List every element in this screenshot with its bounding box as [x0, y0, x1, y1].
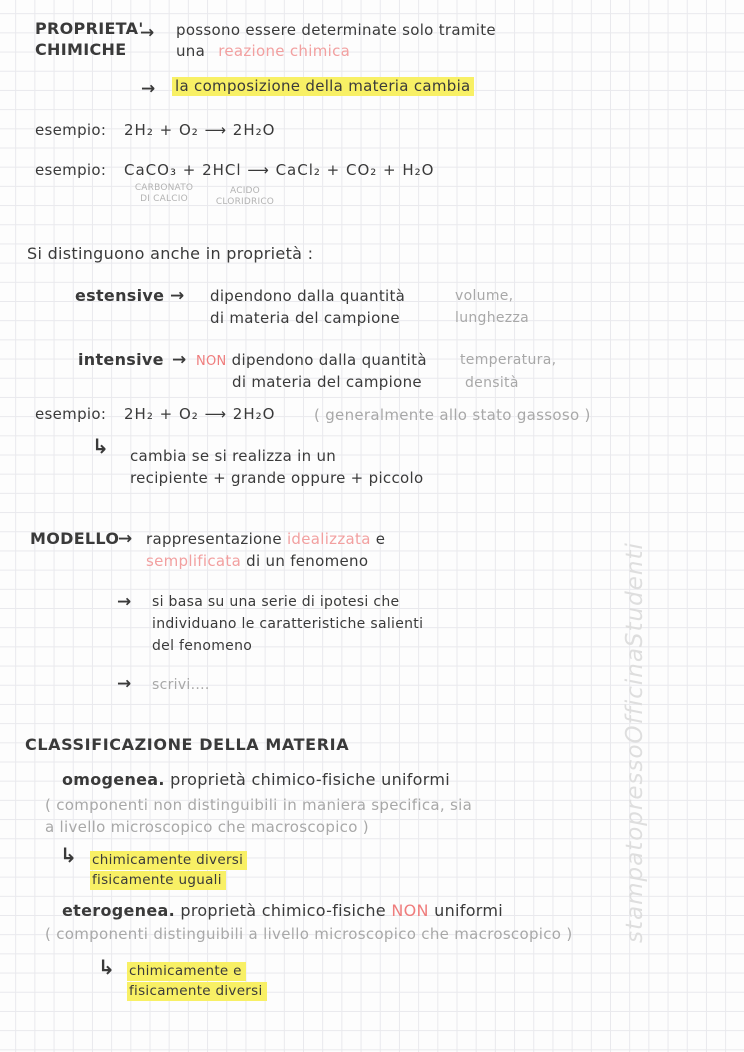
eterogenea-highlight	[127, 961, 267, 1001]
modello-line2-black: di un fenomeno	[246, 552, 369, 570]
example2-note-acido	[205, 186, 285, 208]
modello-hypothesis-line1: si basa su una serie di ipotesi che	[152, 594, 400, 610]
eterogenea-note: ( componenti distinguibili a livello microscopico che macroscopico )	[45, 925, 573, 943]
example2-formula: CaCO₃ + 2HCl ⟶ CaCl₂ + CO₂ + H₂O	[124, 161, 435, 179]
modello-line1-pink: idealizzata	[286, 530, 371, 548]
eterogenea-line	[62, 901, 503, 920]
note-line: CARBONATO	[134, 183, 194, 193]
modello-line1	[146, 530, 385, 548]
hook-arrow-icon: ↳	[92, 434, 110, 458]
intensive-label: intensive	[78, 350, 164, 369]
heading-chimiche: CHIMICHE	[35, 40, 127, 59]
example3-label: esempio:	[35, 405, 107, 423]
highlighted-text: fisicamente diversi	[127, 982, 267, 1001]
estensive-line1: dipendono dalla quantità	[210, 287, 406, 305]
non-emphasis: NON	[391, 901, 429, 920]
chem-props-line2-pink: reazione chimica	[218, 42, 351, 60]
example1-label: esempio:	[35, 121, 107, 139]
eterogenea-def-post: uniformi	[434, 901, 504, 920]
omogenea-note1: ( componenti non distinguibili in maniera specifica, sia	[45, 796, 473, 814]
example2-note-carbonato	[122, 183, 206, 205]
cambia-line2: recipiente + grande oppure + piccolo	[130, 469, 424, 487]
highlighted-text: la composizione della materia cambia	[172, 77, 474, 96]
heading-classificazione: CLASSIFICAZIONE DELLA MATERIA	[25, 735, 350, 754]
intensive-line2: di materia del campione	[232, 373, 422, 391]
intensive-note2: densità	[465, 375, 519, 391]
watermark: stampatopressoOfficinaStudenti	[622, 542, 648, 943]
chem-props-line2	[176, 42, 350, 60]
omogenea-line	[62, 770, 450, 789]
non-emphasis: NON	[196, 354, 227, 369]
estensive-note2: lunghezza	[455, 310, 529, 326]
eterogenea-term: eterogenea.	[62, 901, 175, 920]
example2-label: esempio:	[35, 161, 107, 179]
modello-line2	[146, 552, 368, 570]
cambia-line1: cambia se si realizza in un	[130, 447, 337, 465]
arrow-icon: →	[172, 350, 187, 370]
heading-proprieta: PROPRIETA'	[35, 19, 144, 38]
omogenea-highlight	[90, 850, 247, 890]
distinction-heading: Si distinguono anche in proprietà :	[27, 244, 314, 263]
arrow-icon: →	[141, 79, 156, 99]
omogenea-note2: a livello microscopico che macroscopico )	[45, 818, 369, 836]
arrow-icon: →	[140, 23, 155, 43]
note-line: DI CALCIO	[140, 194, 188, 204]
heading-modello: MODELLO	[30, 529, 120, 548]
note-line: CLORIDRICO	[215, 197, 275, 207]
highlighted-text: chimicamente e	[127, 962, 246, 981]
arrow-icon: →	[118, 529, 133, 549]
highlighted-text: chimicamente diversi	[90, 851, 247, 870]
modello-line1-end: e	[375, 530, 386, 548]
intensive-line1-text: dipendono dalla quantità	[231, 351, 427, 369]
omogenea-def: proprietà chimico-fisiche uniformi	[170, 770, 451, 789]
modello-line2-pink: semplificata	[146, 552, 242, 570]
arrow-icon: →	[170, 286, 185, 306]
chem-props-line1: possono essere determinate solo tramite	[176, 21, 496, 39]
modello-hypothesis-line2: individuano le caratteristiche salienti	[152, 616, 424, 632]
example1-formula: 2H₂ + O₂ ⟶ 2H₂O	[124, 121, 276, 139]
example3-note: ( generalmente allo stato gassoso )	[314, 406, 591, 424]
arrow-icon: →	[117, 674, 132, 694]
hook-arrow-icon: ↳	[60, 843, 78, 867]
modello-scrivi: scrivi....	[152, 677, 210, 693]
estensive-note1: volume,	[455, 288, 514, 304]
omogenea-term: omogenea.	[62, 770, 165, 789]
estensive-label: estensive	[75, 286, 165, 305]
arrow-icon: →	[117, 592, 132, 612]
intensive-note1: temperatura,	[460, 352, 557, 368]
highlighted-text: fisicamente uguali	[90, 871, 226, 890]
eterogenea-def-pre: proprietà chimico-fisiche	[180, 901, 386, 920]
example3-formula: 2H₂ + O₂ ⟶ 2H₂O	[124, 405, 276, 423]
note-line: ACIDO	[230, 186, 260, 196]
modello-line1-black: rappresentazione	[146, 530, 282, 548]
hook-arrow-icon: ↳	[98, 955, 116, 979]
chem-props-highlight	[172, 77, 474, 95]
intensive-line1	[196, 351, 427, 369]
estensive-line2: di materia del campione	[210, 309, 400, 327]
chem-props-line2-black: una	[176, 42, 206, 60]
modello-hypothesis-line3: del fenomeno	[152, 638, 253, 654]
